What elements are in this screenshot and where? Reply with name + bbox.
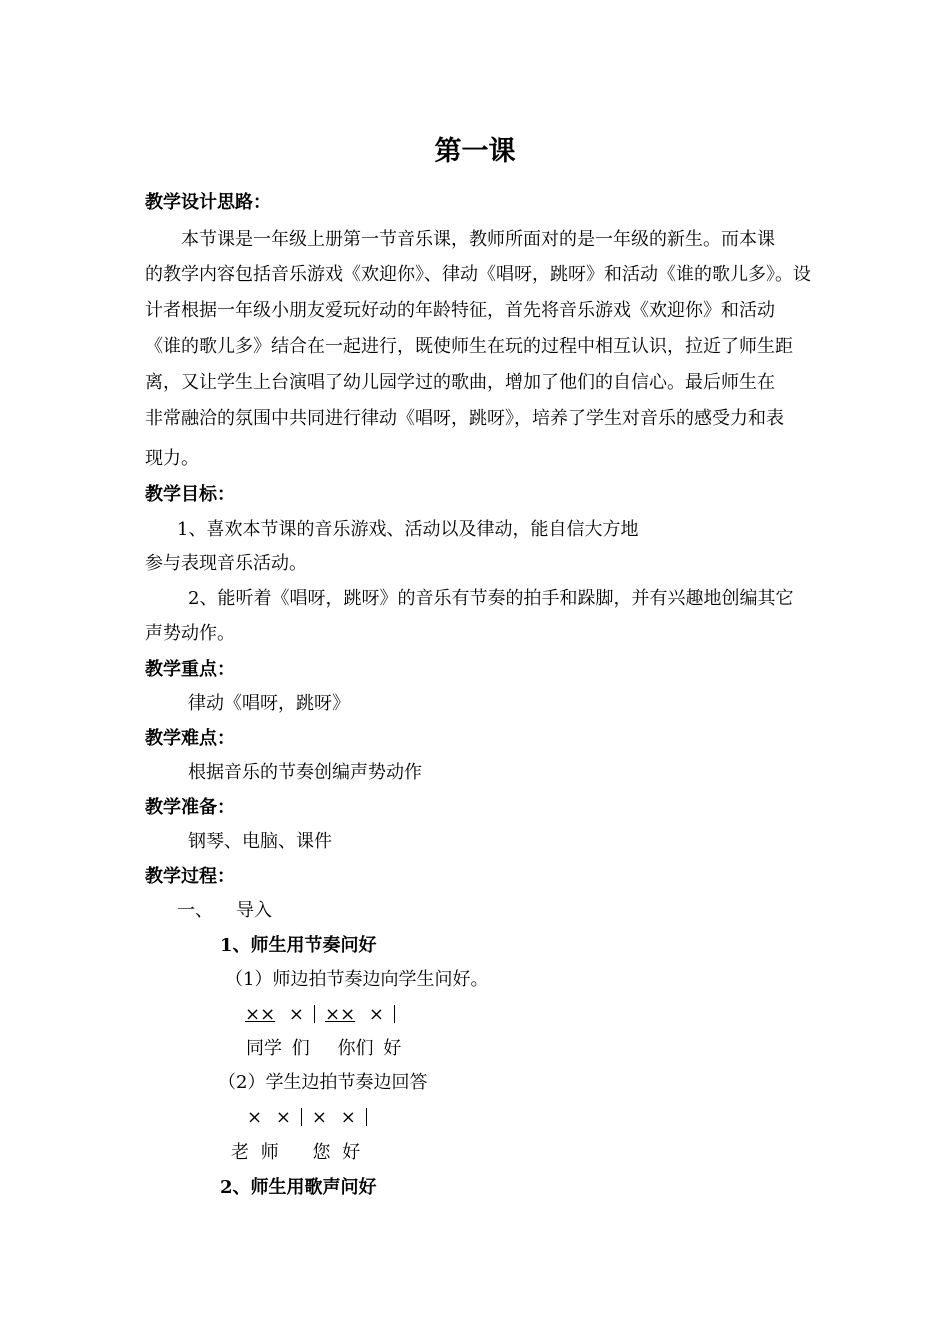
lyric: 好 bbox=[342, 1142, 361, 1163]
rhythm-line-2 bbox=[247, 1106, 377, 1130]
process-heading: 教学过程： bbox=[145, 866, 235, 887]
design-line-6: 非常融洽的氛围中共同进行律动《唱呀，跳呀》，培养了学生对音乐的感受力和表 bbox=[145, 408, 784, 429]
goal-1-line-2: 参与表现音乐活动。 bbox=[145, 553, 307, 574]
rhythm-note: ×× bbox=[325, 1004, 356, 1025]
step-number: 一、 bbox=[177, 900, 213, 921]
design-line-5: 离，又让学生上台演唱了幼儿园学过的歌曲，增加了他们的自信心。最后师生在 bbox=[145, 372, 775, 393]
rhythm-line-1 bbox=[245, 1003, 405, 1027]
page-title: 第一课 bbox=[434, 136, 516, 167]
process-item-2: （2）学生边拍节奏边回答 bbox=[218, 1072, 428, 1093]
goal-1-line-1: 1、喜欢本节课的音乐游戏、活动以及律动，能自信大方地 bbox=[177, 519, 639, 540]
goals-heading: 教学目标： bbox=[145, 484, 235, 505]
rhythm-note: ×× bbox=[245, 1004, 276, 1025]
bar-line bbox=[366, 1108, 367, 1126]
rhythm-note: × bbox=[368, 1004, 384, 1025]
prep-heading: 教学准备： bbox=[145, 797, 235, 818]
lyric: 老 bbox=[231, 1142, 249, 1163]
rhythm-note: × bbox=[288, 1004, 304, 1025]
bar-line bbox=[301, 1108, 302, 1126]
design-heading: 教学设计思路： bbox=[145, 192, 271, 213]
sub-step-1: 1、师生用节奏问好 bbox=[220, 935, 377, 956]
lyric: 好 bbox=[383, 1038, 402, 1059]
lyric: 师 bbox=[260, 1142, 279, 1163]
lyrics-line-2 bbox=[231, 1141, 360, 1165]
goal-2-line-2: 声势动作。 bbox=[145, 623, 235, 644]
lyrics-line-1 bbox=[246, 1037, 401, 1061]
rhythm-note: × bbox=[275, 1107, 291, 1128]
lyric: 们 bbox=[291, 1038, 310, 1059]
design-line-1: 本节课是一年级上册第一节音乐课，教师所面对的是一年级的新生。而本课 bbox=[181, 229, 775, 250]
difficulty-heading: 教学难点： bbox=[145, 728, 235, 749]
rhythm-note: × bbox=[340, 1107, 356, 1128]
design-line-7: 现力。 bbox=[145, 448, 199, 469]
design-line-2: 的教学内容包括音乐游戏《欢迎你》、律动《唱呀，跳呀》和活动《谁的歌儿多》。设 bbox=[145, 264, 811, 285]
focus-heading: 教学重点： bbox=[145, 659, 235, 680]
process-item-1: （1）师边拍节奏边向学生问好。 bbox=[225, 969, 489, 990]
design-line-3: 计者根据一年级小朋友爱玩好动的年龄特征，首先将音乐游戏《欢迎你》和活动 bbox=[145, 300, 775, 321]
difficulty-text: 根据音乐的节奏创编声势动作 bbox=[188, 762, 422, 783]
bar-line bbox=[394, 1005, 395, 1023]
bar-line bbox=[314, 1005, 315, 1023]
lyric: 同学 bbox=[246, 1038, 282, 1059]
goal-2-line-1: 2、能听着《唱呀，跳呀》的音乐有节奏的拍手和跺脚，并有兴趣地创编其它 bbox=[188, 588, 794, 609]
lyric: 您 bbox=[312, 1142, 331, 1163]
rhythm-note: × bbox=[311, 1107, 328, 1128]
sub-step-2: 2、师生用歌声问好 bbox=[220, 1177, 377, 1198]
focus-text: 律动《唱呀，跳呀》 bbox=[188, 693, 350, 714]
lyric: 你们 bbox=[337, 1038, 374, 1059]
rhythm-note: × bbox=[247, 1107, 263, 1128]
design-line-4: 《谁的歌儿多》结合在一起进行，既使师生在玩的过程中相互认识，拉近了师生距 bbox=[145, 336, 793, 357]
prep-text: 钢琴、电脑、课件 bbox=[188, 831, 332, 852]
step-label: 导入 bbox=[236, 900, 272, 921]
